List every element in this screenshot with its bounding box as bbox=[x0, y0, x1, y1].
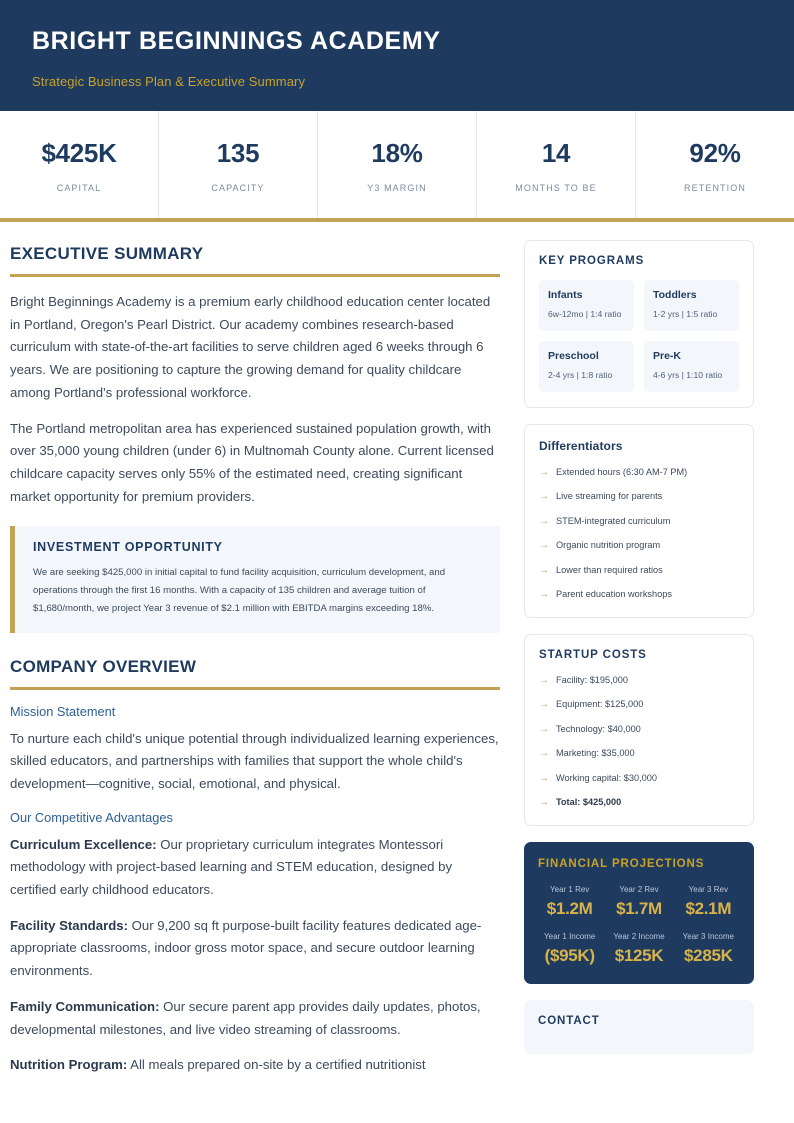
financial-value: ($95K) bbox=[544, 945, 595, 965]
financial-cell bbox=[607, 884, 670, 919]
list-item-label: Live streaming for parents bbox=[556, 491, 663, 502]
stat-value: 92% bbox=[689, 138, 741, 168]
card-differentiators bbox=[524, 424, 754, 618]
arrow-right-icon: → bbox=[539, 748, 549, 760]
programs-grid bbox=[539, 280, 739, 392]
list-item bbox=[539, 698, 739, 712]
main-column bbox=[10, 240, 500, 1077]
subheading-mission: Mission Statement bbox=[10, 703, 116, 719]
key-metrics-bar bbox=[0, 111, 794, 222]
financial-value: $1.2M bbox=[546, 898, 593, 918]
advantage-text: Our 9,200 sq ft purpose-built facility features dedicated age-appropriate classrooms, indoor gross motor space, and secure outdoor learning environments. bbox=[10, 917, 482, 979]
program-card bbox=[539, 341, 634, 392]
financial-value: $285K bbox=[684, 945, 733, 965]
list-item-label: Facility: $195,000 bbox=[556, 674, 629, 685]
financial-label: Year 2 Income bbox=[613, 931, 665, 941]
advantage-item bbox=[10, 915, 500, 983]
list-item-label: Equipment: $125,000 bbox=[556, 699, 644, 710]
document-body bbox=[0, 222, 794, 1077]
list-item bbox=[539, 588, 739, 602]
list-item-label: Extended hours (6:30 AM-7 PM) bbox=[556, 466, 688, 477]
advantage-label: Family Communication: bbox=[10, 998, 160, 1014]
stat-label: MONTHS TO BE bbox=[515, 183, 597, 193]
program-name: Preschool bbox=[548, 349, 599, 362]
list-item bbox=[539, 564, 739, 578]
stat-retention bbox=[636, 111, 794, 218]
stat-label: CAPITAL bbox=[56, 183, 102, 193]
program-name: Toddlers bbox=[653, 289, 697, 301]
financial-cell bbox=[677, 884, 740, 919]
list-item bbox=[539, 747, 739, 761]
arrow-right-icon: → bbox=[539, 466, 549, 478]
sidebar-column bbox=[524, 240, 754, 1077]
financial-cell bbox=[677, 931, 740, 966]
arrow-right-icon: → bbox=[539, 589, 549, 601]
advantage-item bbox=[10, 1054, 500, 1077]
list-item bbox=[539, 490, 739, 504]
program-name: Infants bbox=[548, 289, 583, 301]
list-item-label: Marketing: $35,000 bbox=[556, 748, 635, 759]
stat-capital bbox=[0, 111, 159, 218]
card-heading: Differentiators bbox=[539, 438, 623, 453]
list-item bbox=[539, 515, 739, 529]
card-startup-costs bbox=[524, 634, 754, 826]
arrow-right-icon: → bbox=[539, 723, 549, 735]
arrow-right-icon: → bbox=[539, 674, 549, 686]
card-heading: KEY PROGRAMS bbox=[539, 255, 645, 267]
financial-label: Year 2 Rev bbox=[619, 884, 659, 894]
arrow-right-icon: → bbox=[539, 797, 549, 809]
stat-label: Y3 MARGIN bbox=[367, 183, 427, 193]
financial-value: $125K bbox=[614, 945, 664, 965]
stat-capacity bbox=[159, 111, 318, 218]
section-divider bbox=[10, 687, 500, 690]
paragraph: The Portland metropolitan area has experienced sustained population growth, with over 35,000 young children (under 6) in Multnomah County alone. Current licensed childcare capacity serves only 55% of the estimated need, creating significant market opportunity for premium providers. bbox=[10, 420, 494, 504]
stat-value: 18% bbox=[371, 138, 423, 168]
list-item-label: Total: $425,000 bbox=[556, 797, 622, 808]
callout-body: We are seeking $425,000 in initial capital to fund facility acquisition, curriculum development, and operations through the first 16 months. With a capacity of 135 children and average tuition of $1,680/month, we project Year 3 revenue of $2.1 million with EBITDA margins exceeding 18%. bbox=[33, 567, 446, 614]
stat-months-to-be bbox=[477, 111, 636, 218]
mission-text: To nurture each child's unique potential through individualized learning experiences, skilled educators, and partnerships with families that support the whole child's development—cognitive, social, emotional, and physical. bbox=[10, 730, 499, 791]
stat-label: CAPACITY bbox=[211, 183, 265, 193]
advantage-text: Our proprietary curriculum integrates Montessori methodology with project-based learning and STEM education, designed by certified early childhood educators. bbox=[10, 836, 453, 898]
arrow-right-icon: → bbox=[539, 772, 549, 784]
advantage-text: Our secure parent app provides daily updates, photos, developmental milestones, and live video streaming of classrooms. bbox=[10, 998, 481, 1037]
list-item-label: Lower than required ratios bbox=[556, 564, 663, 575]
list-item-label: Organic nutrition program bbox=[556, 540, 661, 551]
advantage-label: Nutrition Program: bbox=[10, 1057, 128, 1073]
advantage-item bbox=[10, 834, 500, 902]
page-subtitle: Strategic Business Plan & Executive Summary bbox=[32, 73, 306, 89]
stat-y3-margin bbox=[318, 111, 477, 218]
callout-heading: INVESTMENT OPPORTUNITY bbox=[33, 540, 223, 555]
financial-cell bbox=[538, 884, 601, 919]
list-item bbox=[539, 539, 739, 553]
list-item-label: STEM-integrated curriculum bbox=[556, 515, 671, 526]
financial-cell bbox=[538, 931, 601, 966]
financial-value: $2.1M bbox=[685, 898, 732, 918]
list-item-label: Technology: $40,000 bbox=[556, 723, 641, 734]
card-key-programs bbox=[524, 240, 754, 408]
stat-value: 14 bbox=[541, 138, 571, 168]
paragraph: Bright Beginnings Academy is a premium early childhood education center located in Portland, Oregon's Pearl District. Our academy combines research-based curriculum with state-of-the-art facilities to serve children aged 6 weeks through 6 years. We are positioning to capture the growing demand for quality childcare among Portland's professional workforce. bbox=[10, 294, 491, 400]
stat-label: RETENTION bbox=[684, 183, 746, 193]
financial-label: Year 1 Income bbox=[544, 931, 596, 941]
list-item-label: Working capital: $30,000 bbox=[556, 772, 657, 783]
financial-label: Year 3 Rev bbox=[688, 884, 728, 894]
list-item bbox=[539, 772, 739, 786]
program-card bbox=[644, 341, 739, 392]
differentiators-list bbox=[539, 466, 739, 602]
advantage-label: Curriculum Excellence: bbox=[10, 836, 157, 852]
stat-value: 135 bbox=[216, 138, 260, 168]
card-heading: STARTUP COSTS bbox=[539, 648, 647, 661]
program-card bbox=[644, 280, 739, 331]
arrow-right-icon: → bbox=[539, 515, 549, 527]
list-item bbox=[539, 723, 739, 737]
advantage-item bbox=[10, 996, 500, 1041]
arrow-right-icon: → bbox=[539, 564, 549, 576]
program-name: Pre-K bbox=[653, 349, 682, 362]
program-meta: 1-2 yrs | 1:5 ratio bbox=[653, 309, 718, 319]
program-meta: 4-6 yrs | 1:10 ratio bbox=[653, 369, 723, 380]
financial-cell bbox=[607, 931, 670, 966]
list-item bbox=[539, 674, 739, 688]
card-contact bbox=[524, 1000, 754, 1054]
subheading-advantages: Our Competitive Advantages bbox=[10, 809, 173, 825]
advantage-label: Facility Standards: bbox=[10, 917, 128, 933]
startup-costs-list bbox=[539, 674, 739, 810]
investment-opportunity-callout bbox=[10, 526, 500, 632]
card-financial-projections bbox=[524, 842, 754, 984]
arrow-right-icon: → bbox=[539, 699, 549, 711]
document-masthead bbox=[0, 0, 794, 111]
program-card bbox=[539, 280, 634, 331]
card-heading: CONTACT bbox=[538, 1014, 600, 1027]
program-meta: 2-4 yrs | 1:8 ratio bbox=[548, 369, 613, 380]
page-title: BRIGHT BEGINNINGS ACADEMY bbox=[32, 27, 441, 55]
program-meta: 6w-12mo | 1:4 ratio bbox=[548, 309, 622, 319]
section-heading: COMPANY OVERVIEW bbox=[10, 656, 197, 676]
financial-grid bbox=[538, 884, 740, 966]
section-divider bbox=[10, 274, 500, 277]
section-company-overview bbox=[10, 657, 500, 1077]
section-executive-summary bbox=[10, 244, 500, 508]
section-heading: EXECUTIVE SUMMARY bbox=[10, 244, 204, 263]
arrow-right-icon: → bbox=[539, 540, 549, 552]
financial-label: Year 1 Rev bbox=[550, 884, 590, 894]
arrow-right-icon: → bbox=[539, 491, 549, 503]
list-item bbox=[539, 466, 739, 480]
advantage-text: All meals prepared on-site by a certified nutritionist bbox=[127, 1057, 426, 1073]
stat-value: $425K bbox=[41, 138, 117, 168]
list-item-total bbox=[539, 796, 739, 810]
financial-label: Year 3 Income bbox=[682, 931, 734, 941]
financial-value: $1.7M bbox=[616, 898, 662, 918]
list-item-label: Parent education workshops bbox=[556, 589, 672, 600]
card-heading: FINANCIAL PROJECTIONS bbox=[538, 857, 705, 870]
